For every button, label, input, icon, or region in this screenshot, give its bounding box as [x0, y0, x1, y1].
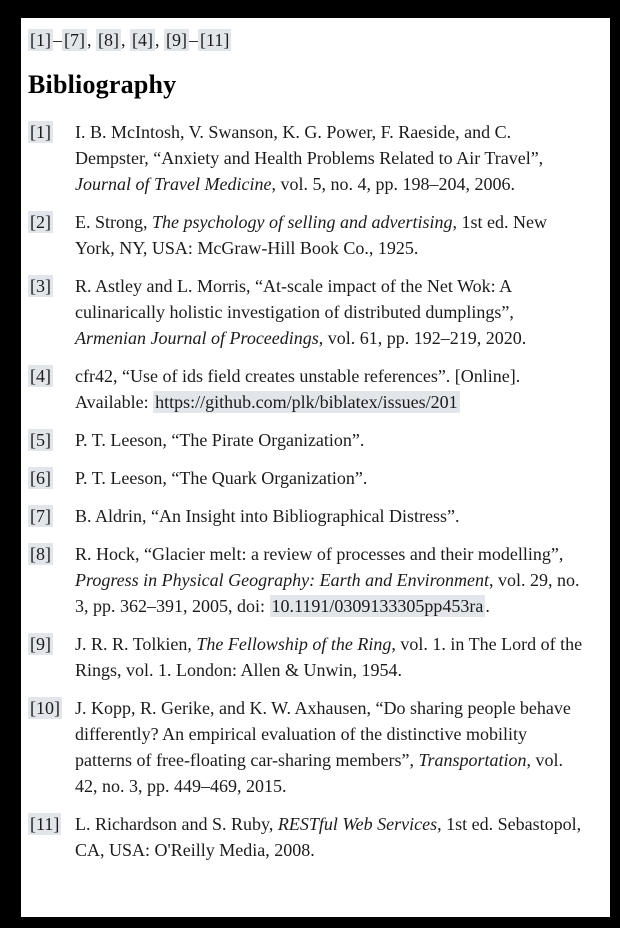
reference-label-text[interactable]: [11]	[30, 814, 60, 834]
reference-run: RESTful Web Services	[277, 814, 438, 834]
citation-link[interactable]: [4]	[132, 30, 153, 50]
reference-text	[75, 465, 367, 491]
reference-label	[28, 363, 75, 389]
reference-run: Armenian Journal of Proceedings	[75, 328, 319, 348]
reference-label-text[interactable]: [1]	[30, 122, 51, 142]
reference-label	[28, 541, 75, 567]
citation-separator: ,	[87, 30, 96, 50]
reference-entry	[28, 811, 594, 863]
reference-label-text[interactable]: [7]	[30, 506, 51, 526]
reference-label-text[interactable]: [10]	[30, 698, 60, 718]
reference-text	[75, 119, 585, 197]
reference-entry	[28, 363, 594, 415]
reference-text	[75, 273, 585, 351]
reference-run: , vol. 29, no. 3, pp. 362–391, 2005, doi:	[75, 570, 580, 616]
reference-text	[75, 631, 585, 683]
reference-run: The psychology of selling and advertising	[152, 212, 453, 232]
reference-run: J. R. R. Tolkien,	[75, 634, 197, 654]
reference-entry	[28, 273, 594, 351]
reference-run: Transportation	[418, 750, 527, 770]
reference-text	[75, 541, 585, 619]
reference-text	[75, 503, 459, 529]
reference-run: , 1st ed. Sebastopol, CA, USA: O'Reilly Media, 2008.	[75, 814, 582, 860]
reference-run: cfr42, “Use of ids field creates unstable references”. [Online]. Available:	[75, 366, 521, 412]
reference-run: Journal of Travel Medicine	[75, 174, 272, 194]
reference-entry	[28, 119, 594, 197]
reference-run: Progress in Physical Geography: Earth and Environment	[75, 570, 489, 590]
reference-entry	[28, 541, 594, 619]
citation-link[interactable]: [8]	[98, 30, 119, 50]
reference-text	[75, 695, 585, 799]
reference-text	[75, 363, 585, 415]
reference-run: I. B. McIntosh, V. Swanson, K. G. Power, F. Raeside, and C. Dempster, “Anxiety and Health Problems Related to Air Travel”,	[75, 122, 544, 168]
reference-label	[28, 695, 75, 721]
reference-label-text[interactable]: [8]	[30, 544, 51, 564]
reference-label	[28, 273, 75, 299]
reference-run: , 1st ed. New York, NY, USA: McGraw-Hill Book Co., 1925.	[75, 212, 547, 258]
reference-label	[28, 119, 75, 145]
citation-line	[28, 27, 594, 53]
reference-text	[75, 209, 585, 261]
reference-run: R. Astley and L. Morris, “At-scale impact of the Net Wok: A culinarically holistic investigation of distributed dumplings”,	[75, 276, 514, 322]
reference-entry	[28, 427, 594, 453]
reference-run: L. Richardson and S. Ruby,	[75, 814, 278, 834]
reference-label	[28, 503, 75, 529]
reference-label-text[interactable]: [9]	[30, 634, 51, 654]
reference-run: , vol. 61, pp. 192–219, 2020.	[318, 328, 527, 348]
citation-separator: –	[53, 30, 62, 50]
citation-separator: ,	[121, 30, 130, 50]
reference-label	[28, 427, 75, 453]
reference-run: J. Kopp, R. Gerike, and K. W. Axhausen, “Do sharing people behave differently? An empirical evaluation of the distinctive mobility patterns of free-floating car-sharing members”,	[75, 698, 571, 770]
reference-run: P. T. Leeson, “The Quark Organization”.	[75, 468, 368, 488]
reference-list	[28, 119, 594, 863]
reference-label	[28, 631, 75, 657]
citation-link[interactable]: [11]	[200, 30, 230, 50]
reference-label-text[interactable]: [2]	[30, 212, 51, 232]
reference-run: B. Aldrin, “An Insight into Bibliographical Distress”.	[75, 506, 460, 526]
reference-label	[28, 465, 75, 491]
reference-label	[28, 209, 75, 235]
citation-link[interactable]: [9]	[166, 30, 187, 50]
reference-run: E. Strong,	[75, 212, 153, 232]
reference-label-text[interactable]: [4]	[30, 366, 51, 386]
reference-run: .	[485, 596, 490, 616]
reference-link[interactable]: 10.1191/0309133305pp453ra	[271, 596, 484, 616]
citation-link[interactable]: [1]	[30, 30, 51, 50]
reference-text	[75, 811, 585, 863]
reference-run: , vol. 5, no. 4, pp. 198–204, 2006.	[271, 174, 515, 194]
reference-entry	[28, 465, 594, 491]
reference-entry	[28, 209, 594, 261]
reference-label-text[interactable]: [3]	[30, 276, 51, 296]
reference-label-text[interactable]: [5]	[30, 430, 51, 450]
reference-label-text[interactable]: [6]	[30, 468, 51, 488]
reference-text	[75, 427, 364, 453]
citation-separator: –	[189, 30, 198, 50]
bibliography-heading: Bibliography	[28, 70, 177, 99]
reference-run: R. Hock, “Glacier melt: a review of processes and their modelling”,	[75, 544, 564, 564]
reference-entry	[28, 631, 594, 683]
reference-entry	[28, 503, 594, 529]
citation-link[interactable]: [7]	[64, 30, 85, 50]
reference-run: P. T. Leeson, “The Pirate Organization”.	[75, 430, 365, 450]
reference-run: , vol. 1. in The Lord of the Rings, vol. 1. London: Allen & Unwin, 1954.	[75, 634, 583, 680]
reference-run: , vol. 42, no. 3, pp. 449–469, 2015.	[75, 750, 564, 796]
reference-link[interactable]: https://github.com/plk/biblatex/issues/201	[155, 392, 458, 412]
reference-entry	[28, 695, 594, 799]
reference-run: The Fellowship of the Ring	[196, 634, 392, 654]
reference-label	[28, 811, 75, 837]
citation-separator: ,	[155, 30, 164, 50]
document-page	[21, 18, 610, 917]
